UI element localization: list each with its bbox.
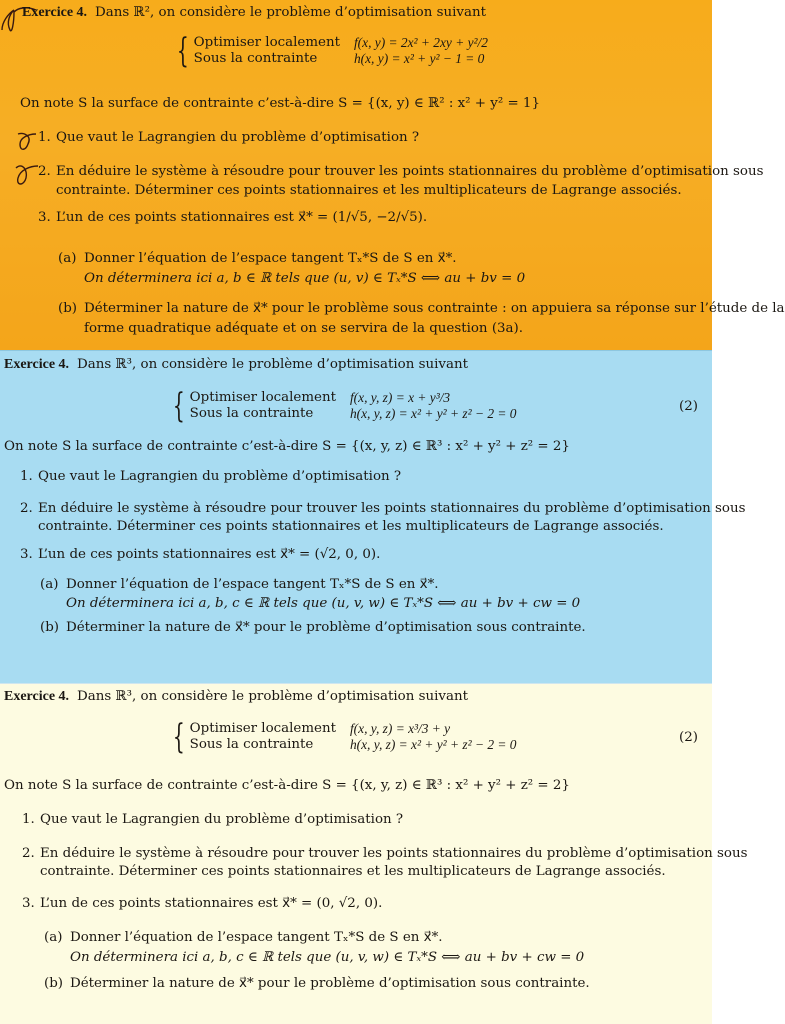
handwritten-check-q1-icon xyxy=(14,130,38,156)
equation-number: (2) xyxy=(679,399,698,414)
exercise-sheet-cream xyxy=(0,683,748,1024)
system-row2-label: Sous la contrainte xyxy=(189,406,314,421)
question-1: 1. Que vaut le Lagrangien du problème d’optimisation ? xyxy=(20,469,402,484)
exercise-intro: Dans ℝ³, on considère le problème d’optimisation suivant xyxy=(77,689,468,704)
left-brace: { xyxy=(172,386,185,426)
subquestion-b-line1: (b) Déterminer la nature de x⃗* pour le problème d’optimisation sous contrainte. xyxy=(40,620,586,635)
subquestion-a-line1: (a) Donner l’équation de l’espace tangent Tₓ*S de S en x⃗*. xyxy=(40,577,439,592)
exercise-sheet-blue xyxy=(0,350,746,683)
constraint-function: h(x, y, z) = x² + y² + z² − 2 = 0 xyxy=(349,737,517,752)
subquestion-a-line2: On déterminera ici a, b, c ∈ ℝ tels que (u, v, w) ∈ Tₓ*S ⟺ au + bv + cw = 0 xyxy=(70,950,585,965)
equation-number: (2) xyxy=(679,730,698,745)
system-row1-label: Optimiser localement xyxy=(189,721,336,736)
question-2-line2: contrainte. Déterminer ces points stationnaires et les multiplicateurs de Lagrange associés. xyxy=(38,519,664,534)
subquestion-a-line1: (a) Donner l’équation de l’espace tangent Tₓ*S de S en x⃗*. xyxy=(44,930,443,945)
exercise-heading xyxy=(4,688,468,706)
question-1: 1. Que vaut le Lagrangien du problème d’optimisation ? xyxy=(38,130,420,145)
optimization-system xyxy=(168,717,517,757)
question-3: 3. L’un de ces points stationnaires est x⃗* = (0, √2, 0). xyxy=(22,896,383,911)
subquestion-b-line2: forme quadratique adéquate et on se servira de la question (3a). xyxy=(84,321,524,336)
exercise-intro: Dans ℝ³, on considère le problème d’optimisation suivant xyxy=(77,357,468,372)
surface-definition: On note S la surface de contrainte c’est-à-dire S = {(x, y) ∈ ℝ² : x² + y² = 1} xyxy=(20,96,540,111)
question-1: 1. Que vaut le Lagrangien du problème d’optimisation ? xyxy=(22,812,404,827)
exercise-label: Exercice 4. xyxy=(4,357,70,372)
question-2-line1: 2. En déduire le système à résoudre pour trouver les points stationnaires du problème d’optimisation sous xyxy=(22,846,748,861)
surface-definition: On note S la surface de contrainte c’est-à-dire S = {(x, y, z) ∈ ℝ³ : x² + y² + z² = 2} xyxy=(4,439,570,454)
system-row2-label: Sous la contrainte xyxy=(189,737,314,752)
subquestion-a-line2: On déterminera ici a, b, c ∈ ℝ tels que (u, v, w) ∈ Tₓ*S ⟺ au + bv + cw = 0 xyxy=(66,596,581,611)
handwritten-check-q2-icon xyxy=(12,160,40,190)
question-3: 3. L’un de ces points stationnaires est x⃗* = (√2, 0, 0). xyxy=(20,547,381,562)
system-row1-label: Optimiser localement xyxy=(193,35,340,50)
objective-function: f(x, y, z) = x³/3 + y xyxy=(349,721,451,736)
surface-definition: On note S la surface de contrainte c’est-à-dire S = {(x, y, z) ∈ ℝ³ : x² + y² + z² = 2} xyxy=(4,778,570,793)
subquestion-b-line1: (b) Déterminer la nature de x⃗* pour le problème d’optimisation sous contrainte. xyxy=(44,976,590,991)
exercise-heading xyxy=(4,356,468,374)
system-row1-label: Optimiser localement xyxy=(189,390,336,405)
subquestion-a-line1: (a) Donner l’équation de l’espace tangent Tₓ*S de S en x⃗*. xyxy=(58,251,457,266)
optimization-system xyxy=(172,31,488,71)
subquestion-b-line1: (b) Déterminer la nature de x⃗* pour le problème sous contrainte : on appuiera sa réponse sur l’étude de la xyxy=(58,301,785,316)
optimization-system xyxy=(168,386,517,426)
exercise-heading xyxy=(22,4,486,22)
exercise-intro: Dans ℝ², on considère le problème d’optimisation suivant xyxy=(95,5,486,20)
system-row2-label: Sous la contrainte xyxy=(193,51,318,66)
left-brace: { xyxy=(176,31,189,71)
question-2-line2: contrainte. Déterminer ces points stationnaires et les multiplicateurs de Lagrange associés. xyxy=(40,864,666,879)
constraint-function: h(x, y, z) = x² + y² + z² − 2 = 0 xyxy=(349,406,517,421)
question-3: 3. L’un de ces points stationnaires est x⃗* = (1/√5, −2/√5). xyxy=(38,210,428,225)
question-2-line1: 2. En déduire le système à résoudre pour trouver les points stationnaires du problème d’optimisation sous xyxy=(20,501,746,516)
question-2-line1: 2. En déduire le système à résoudre pour trouver les points stationnaires du problème d’optimisation sous xyxy=(38,164,764,179)
objective-function: f(x, y) = 2x² + 2xy + y²/2 xyxy=(353,35,488,50)
exercise-label: Exercice 4. xyxy=(22,5,88,20)
exercise-label: Exercice 4. xyxy=(4,689,70,704)
exercise-sheet-orange xyxy=(0,0,785,350)
subquestion-a-line2: On déterminera ici a, b ∈ ℝ tels que (u, v) ∈ Tₓ*S ⟺ au + bv = 0 xyxy=(84,271,526,286)
constraint-function: h(x, y) = x² + y² − 1 = 0 xyxy=(353,51,485,66)
question-2-line2: contrainte. Déterminer ces points stationnaires et les multiplicateurs de Lagrange associés. xyxy=(56,183,682,198)
objective-function: f(x, y, z) = x + y³/3 xyxy=(349,390,451,405)
left-brace: { xyxy=(172,717,185,757)
